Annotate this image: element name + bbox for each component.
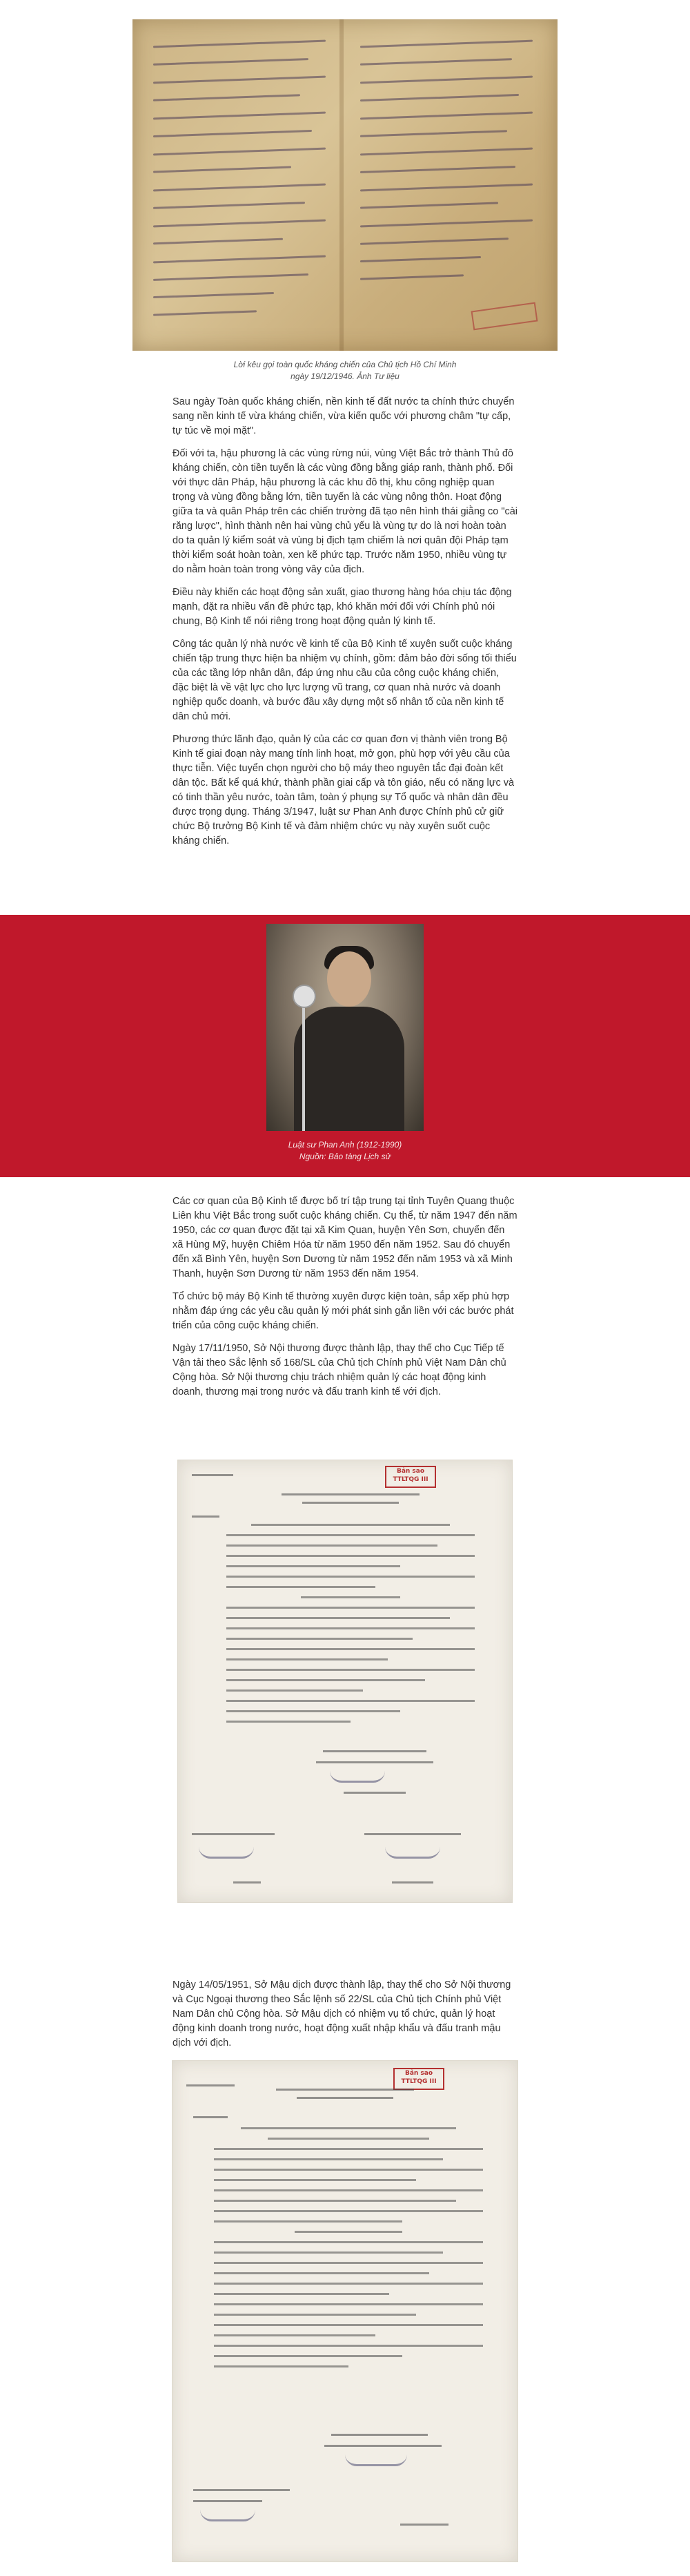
decree-document-scan-1: Bản sao TTLTQG III	[178, 1460, 512, 1902]
handwritten-letter-image	[132, 19, 558, 351]
paragraph: Ngày 14/05/1951, Sở Mậu dịch được thành lập, thay thế cho Sở Nội thương và Cục Ngoại thương theo Sắc lệnh số 22/SL của Chủ tịch Chính phủ Việt Nam Dân chủ Cộng hòa. Sở Mậu dịch có nhiệm vụ tổ chức, quản lý hoạt động kinh doanh trong nước, hoạt động xuất nhập khẩu và đấu tranh mậu dịch với địch.	[172, 1979, 511, 2049]
article-body-top	[172, 395, 518, 857]
paragraph: Điều này khiến các hoạt động sản xuất, giao thương hàng hóa chịu tác động mạnh, đặt ra nhiều vấn đề phức tạp, khó khăn mới đối với Chính phủ nói chung, Bộ Kinh tế nói riêng trong hoạt động quản lý kinh tế.	[172, 587, 512, 628]
decree-document-scan-2: Bản sao TTLTQG III	[172, 2061, 518, 2562]
paragraph: Phương thức lãnh đạo, quản lý của các cơ quan đơn vị thành viên trong Bộ Kinh tế giai đoạn này mang tính linh hoạt, mở gọn, phù hợp với yêu cầu của thực tiễn. Việc tuyển chọn người cho bộ máy theo nguyên tắc đại đoàn kết dân tộc. Bất kể quá khứ, thành phần giai cấp và tôn giáo, nếu có năng lực và có tinh thần yêu nước, toàn tâm, toàn ý phụng sự Tổ quốc và nhân dân đều được trọng dụng. Tháng 3/1947, luật sư Phan Anh được Chính phủ cử giữ chức Bộ trưởng Bộ Kinh tế và đảm nhiệm chức vụ này xuyên suốt cuộc kháng chiến.	[172, 734, 515, 847]
paragraph: Đối với ta, hậu phương là các vùng rừng núi, vùng Việt Bắc trở thành Thủ đô kháng chiến, còn tiền tuyến là các vùng đồng bằng giáp ranh, thành phố. Đối với thực dân Pháp, hậu phương là các khu đô thị, khu công nghiệp quan trọng và vùng đồng bằng lớn, tiền tuyến là các vùng nông thôn. Hoạt động giữa ta và quân Pháp trên các chiến trường đã tạo nên hình thái giằng co "cài răng lược", hình thành nên hai vùng chủ yếu là vùng tự do là nơi hoàn toàn do ta quản lý kiểm soát và vùng bị địch tạm chiếm là nơi quân đội Pháp tạm thời kiểm soát hoàn toàn, xen kẽ phức tạp. Trước năm 1950, nhiều vùng tự do nằm hoàn toàn trong vòng vây của địch.	[172, 448, 518, 576]
paragraph: Tổ chức bộ máy Bộ Kinh tế thường xuyên được kiện toàn, sắp xếp phù hợp nhằm đáp ứng các yêu cầu quản lý mới phát sinh gắn liền với các bước phát triển của công cuộc kháng chiến.	[172, 1291, 514, 1332]
paragraph: Sau ngày Toàn quốc kháng chiến, nền kinh tế đất nước ta chính thức chuyển sang nền kinh tế vừa kháng chiến, vừa kiến quốc với phương châm "tự cấp, tự túc về mọi mặt".	[172, 396, 515, 437]
letter-caption: Lời kêu gọi toàn quốc kháng chiến của Chủ tịch Hồ Chí Minh ngày 19/12/1946. Ảnh Tư liệu	[233, 360, 457, 381]
paragraph: Công tác quản lý nhà nước về kinh tế của Bộ Kinh tế xuyên suốt cuộc kháng chiến tập trung thực hiện ba nhiệm vụ chính, gồm: đảm bảo đời sống tối thiểu của các tầng lớp nhân dân, đáp ứng nhu cầu của công cuộc kháng chiến, đặc biệt là về vật lực cho lực lượng vũ trang, cơ quan nhà nước và doanh nghiệp quốc doanh, và bước đầu xây dựng một số nhân tố của nền kinh tế dân chủ mới.	[172, 639, 517, 723]
paragraph: Các cơ quan của Bộ Kinh tế được bố trí tập trung tại tỉnh Tuyên Quang thuộc Liên khu Việt Bắc trong suốt cuộc kháng chiến. Cụ thể, từ năm 1947 đến năm 1950, các cơ quan được đặt tại xã Kim Quan, huyện Yên Sơn, chuyển đến xã Hùng Mỹ, huyện Chiêm Hóa từ năm 1950 đến năm 1952. Sau đó chuyển đến xã Bình Yên, huyện Sơn Dương từ năm 1952 đến năm 1953 và xã Minh Thanh, huyện Sơn Dương từ năm 1953 đến năm 1954.	[172, 1196, 518, 1280]
portrait-photo	[266, 924, 424, 1131]
article-body-bottom	[172, 1978, 518, 2059]
portrait-caption: Luật sư Phan Anh (1912-1990) Nguồn: Bảo tàng Lịch sử	[288, 1140, 402, 1161]
article-body-mid	[172, 1194, 518, 1408]
paragraph: Ngày 17/11/1950, Sở Nội thương được thành lập, thay thế cho Cục Tiếp tế Vận tải theo Sắc lệnh số 168/SL của Chủ tịch Chính phủ Việt Nam Dân chủ Cộng hòa. Sở Nội thương chịu trách nhiệm quản lý các hoạt động kinh doanh, thương mại trong nước và đấu tranh kinh tế với địch.	[172, 1343, 506, 1398]
